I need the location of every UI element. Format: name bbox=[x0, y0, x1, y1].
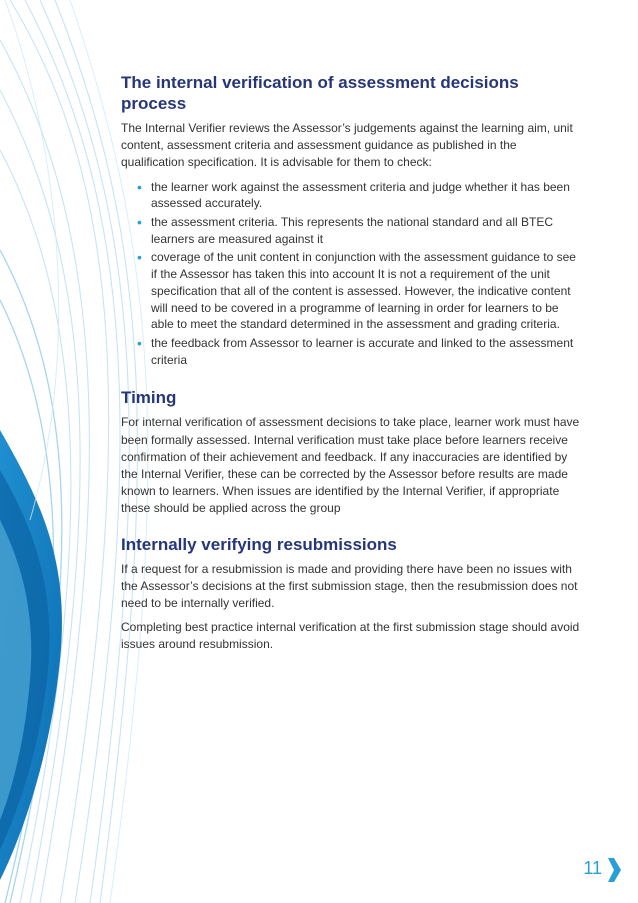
best-practice-paragraph: Completing best practice internal verification at the first submission stage should avoid issues around resubmission. bbox=[121, 620, 580, 652]
verification-checklist bbox=[121, 179, 581, 369]
resubmission-paragraph: If a request for a resubmission is made and providing there have been no issues with the Assessor’s decisions at the first submission stage, then the resubmission does not need to be internally verified. bbox=[121, 561, 578, 610]
bullet-dot-icon: • bbox=[137, 178, 142, 195]
list-item: • the assessment criteria. This represents the national standard and all BTEC learners are measured against it bbox=[137, 214, 553, 246]
page-number: 11 bbox=[583, 858, 602, 878]
section-title-timing: Timing bbox=[121, 388, 177, 408]
list-item: • the feedback from Assessor to learner is accurate and linked to the assessment criteria bbox=[137, 334, 574, 367]
bullet-dot-icon: • bbox=[137, 334, 142, 351]
section-title-verification-process: The internal verification of assessment decisions process bbox=[121, 73, 519, 113]
bullet-dot-icon: • bbox=[137, 249, 142, 266]
list-item: • the learner work against the assessment criteria and judge whether it has been assessed accurately. bbox=[137, 178, 570, 211]
verification-intro-paragraph: The Internal Verifier reviews the Assessor’s judgements against the learning aim, unit content, assessment criteria and assessment guidance as published in the qualification specification. It is advisable for them to check: bbox=[121, 121, 573, 170]
bullet-dot-icon: • bbox=[137, 214, 142, 231]
section-title-resubmissions: Internally verifying resubmissions bbox=[121, 534, 397, 554]
timing-paragraph: For internal verification of assessment decisions to take place, learner work must have been formally assessed. Internal verification must take place before learners receive confirmation of their achievement and feedback. If any inaccuracies are identified by the Internal Verifier, these can be corrected by the Assessor before results are made known to learners. When issues are identified by the Internal Verifier, if appropriate these should be applied across the group bbox=[121, 415, 580, 516]
page-content bbox=[121, 72, 581, 661]
list-item: • coverage of the unit content in conjunction with the assessment guidance to see if the Assessor has taken this into account It is not a requirement of the unit specification that all of the content is assessed. However, the indicative content will need to be covered in a programme of learning in order for learners to be able to meet the standard determined in the assessment and grading criteria. bbox=[137, 249, 576, 332]
arrow-right-icon bbox=[606, 857, 622, 883]
